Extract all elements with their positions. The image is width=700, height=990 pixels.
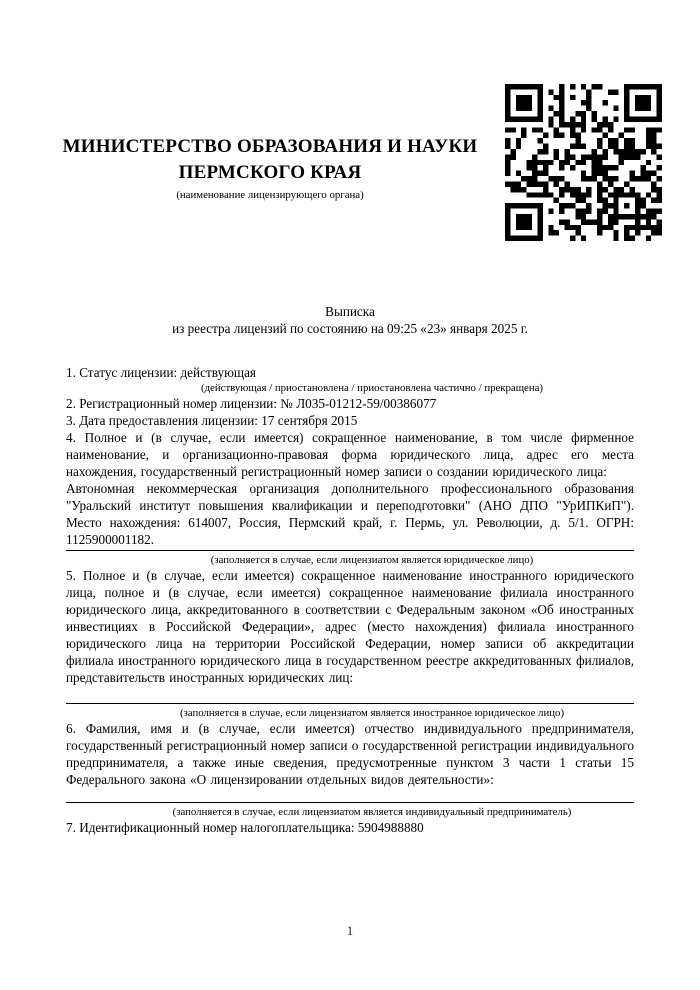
document-title-line2: из реестра лицензий по состоянию на 09:25 «23» января 2025 г. <box>172 321 528 336</box>
item-1-license-status: 1. Статус лицензии: действующая <box>66 365 257 380</box>
authority-name-caption: (наименование лицензирующего органа) <box>176 189 364 201</box>
item-2-registration-number: 2. Регистрационный номер лицензии: № Л035-01212-59/00386077 <box>66 396 437 411</box>
item-4-fill-line <box>66 550 634 551</box>
licensing-authority-header <box>58 134 482 202</box>
document-title-line1: Выписка <box>325 304 375 319</box>
document-body <box>66 364 634 836</box>
item-1-status-options-hint: (действующая / приостановлена / приостановлена частично / прекращена) <box>201 382 543 394</box>
item-6-fill-line <box>66 802 634 803</box>
document-title <box>66 303 634 337</box>
item-4-legal-entity-label: 4. Полное и (в случае, если имеется) сокращенное наименование, в том числе фирменное наименование, и организационно-правовая форма юридического лица, адрес его места нахождения, государственный регистрационный номер записи о создании юридического лица: <box>66 430 634 479</box>
item-3-license-date: 3. Дата предоставления лицензии: 17 сентября 2015 <box>66 413 358 428</box>
page-number: 1 <box>346 924 354 938</box>
qr-code-icon <box>505 84 662 241</box>
item-7-taxpayer-number: 7. Идентификационный номер налогоплательщика: 5904988880 <box>66 820 424 835</box>
item-5-fill-line <box>66 703 634 704</box>
item-6-caption: (заполняется в случае, если лицензиатом является индивидуальный предприниматель) <box>172 806 572 818</box>
item-5-foreign-entity-label: 5. Полное и (в случае, если имеется) сокращенное наименование иностранного юридического лица, полное и (в случае, если имеется) сокращенное наименование филиала иностранного юридического лица, аккредитованного в соответствии с Федеральным законом «Об иностранных инвестициях в Российской Федерации», адрес (место нахождения) филиала иностранного юридического лица на территории Российской Федерации, номер записи об аккредитации филиала иностранного юридического лица в государственном реестре аккредитованных филиалов, представительств иностранных юридических лиц: <box>66 568 634 685</box>
ministry-name-line1: МИНИСТЕРСТВО ОБРАЗОВАНИЯ И НАУКИ <box>62 136 478 157</box>
item-6-entrepreneur-label: 6. Фамилия, имя и (в случае, если имеется) отчество индивидуального предпринимателя, государственный регистрационный номер записи о государственной регистрации индивидуального предпринимателя, а также иные сведения, предусмотренные пунктом 3 части 1 статьи 15 Федерального закона «О лицензировании отдельных видов деятельности»: <box>66 721 634 787</box>
ministry-name-line2: ПЕРМСКОГО КРАЯ <box>178 162 362 183</box>
item-4-caption: (заполняется в случае, если лицензиатом является юридическое лицо) <box>210 554 534 566</box>
item-5-caption: (заполняется в случае, если лицензиатом является иностранное юридическое лицо) <box>179 707 565 719</box>
item-4-legal-entity-value: Автономная некоммерческая организация дополнительного профессионального образования "Уральский институт повышения квалификации и переподготовки" (АНО ДПО "УрИПКиП"). Место нахождения: 614007, Россия, Пермский край, г. Пермь, ул. Революции, д. 5/1. ОГРН: 1125900001182. <box>66 481 634 547</box>
